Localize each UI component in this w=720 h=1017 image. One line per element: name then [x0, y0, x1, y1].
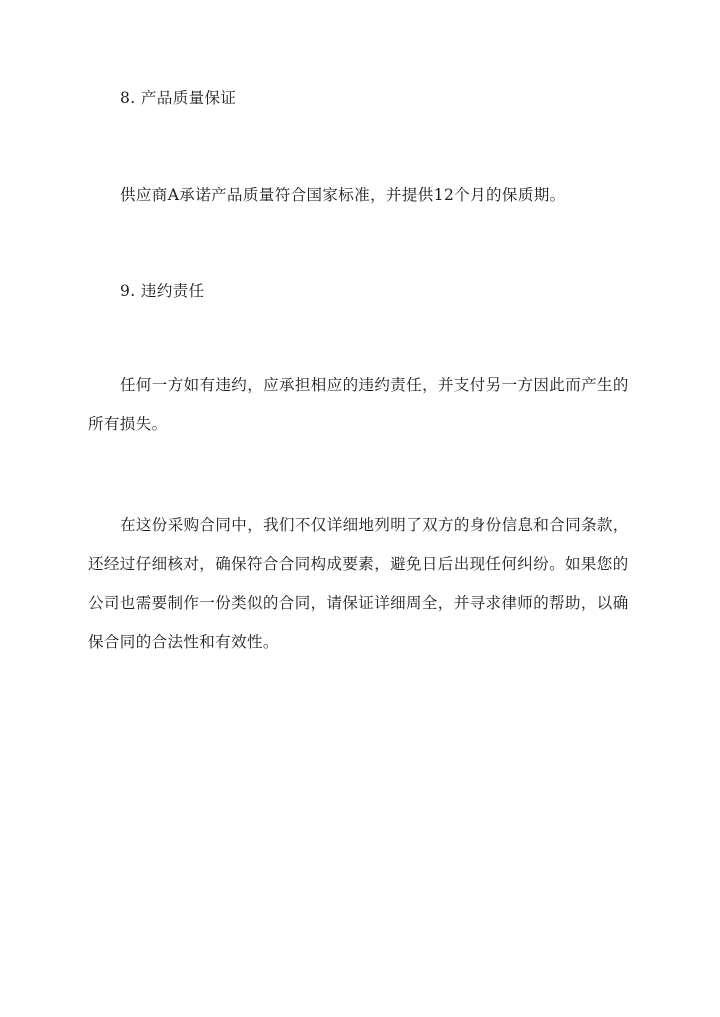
section-heading-quality-guarantee: 8. 产品质量保证	[120, 89, 237, 107]
section-body-quality-guarantee: 供应商A承诺产品质量符合国家标准，并提供12个月的保质期。	[120, 186, 566, 204]
conclusion-paragraph: 在这份采购合同中，我们不仅详细地列明了双方的身份信息和合同条款，还经过仔细核对，确保符合合同构成要素，避免日后出现任何纠纷。如果您的公司也需要制作一份类似的合同，请保证详细周全，并寻求律师的帮助，以确保合同的合法性和有效性。	[88, 516, 629, 651]
section-body-breach-liability: 任何一方如有违约，应承担相应的违约责任，并支付另一方因此而产生的所有损失。	[88, 376, 629, 433]
section-heading-breach-liability: 9. 违约责任	[120, 282, 205, 300]
